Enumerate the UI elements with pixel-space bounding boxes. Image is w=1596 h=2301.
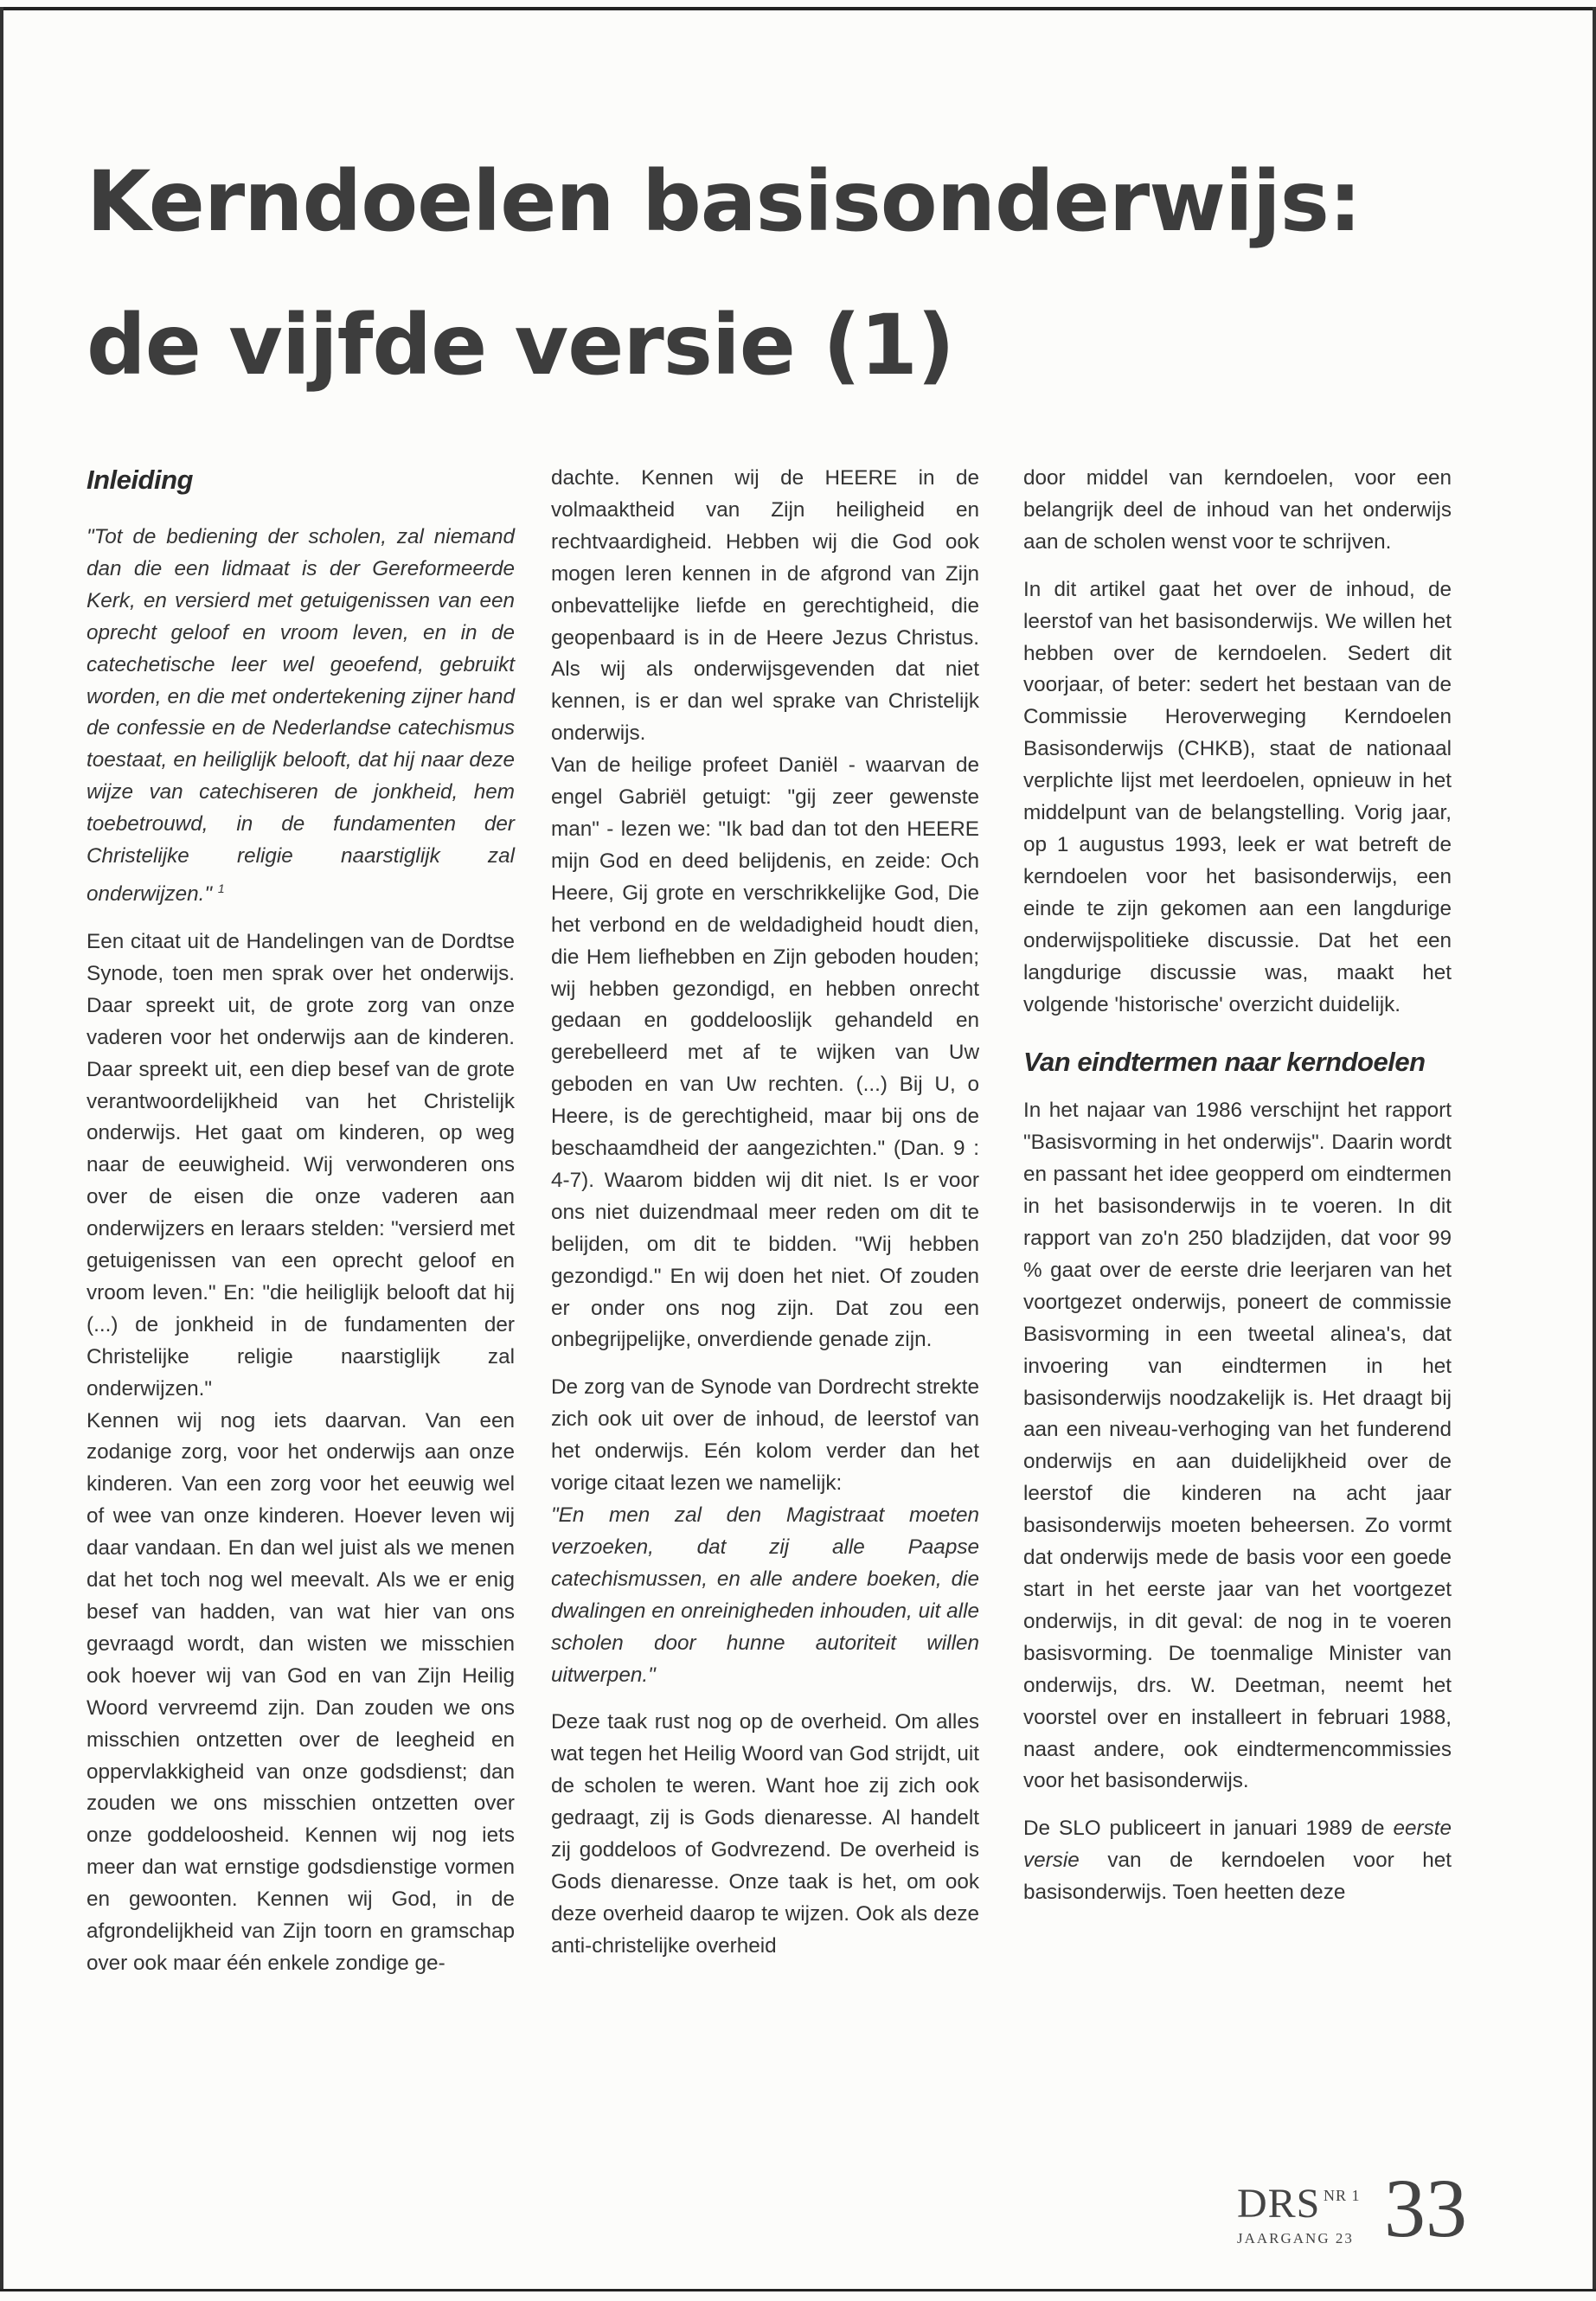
paragraph: door middel van kerndoelen, voor een belangrijk deel de inhoud van het onderwijs aan de scholen wenst voor te schrijven.	[1023, 466, 1452, 554]
paragraph: De zorg van de Synode van Dordrecht strekte zich ook uit over de inhoud, de leerstof van het onderwijs. Eén kolom verder dan het vorige citaat lezen we namelijk:	[551, 1375, 979, 1496]
column-1	[87, 463, 515, 1996]
column-2	[551, 463, 979, 1978]
title-line-1: Kerndoelen basisonderwijs:	[87, 153, 1362, 250]
section-heading-eindtermen: Van eindtermen naar kerndoelen	[1023, 1047, 1426, 1078]
page-footer	[1237, 2162, 1583, 2275]
paragraph: Kennen wij nog iets daarvan. Van een zodanige zorg, voor het onderwijs aan onze kinderen. Van een zorg voor het eeuwig wel of wee van onze kinderen. Hoever leven wij daar vandaan. En dan wel juist als we menen dat het toch nog wel meevalt. Als we er enig besef van hadden, van wat hier van ons gevraagd wordt, dan wisten we misschien ook hoever wij van God en van Zijn Heilig Woord vervreemd zijn. Dan zouden we ons misschien ontzetten over de leegheid en oppervlakkigheid van onze godsdienst; dan zouden we ons misschien ontzetten over onze goddeloosheid. Kennen wij nog iets meer dan wat ernstige godsdienstige vormen en gewoonten. Kennen wij God, in de afgrondelijkheid van Zijn toorn en gramschap over ook maar één enkele zondige ge-	[87, 1408, 515, 1975]
title-line-2: de vijfde versie (1)	[87, 297, 954, 394]
emphasis-eerste-versie: eerste versie	[1023, 1817, 1452, 1873]
paragraph: In dit artikel gaat het over de inhoud, de leerstof van het basisonderwijs. We willen het hebben over de kerndoelen. Sedert dit voorjaar, of beter: sedert het bestaan van de Commissie Heroverweging Kerndoelen Basisonderwijs (CHKB), staat de nationaal verplichte lijst met leerdoelen, opnieuw in het middelpunt van de belangstelling. Vorig jaar, op 1 augustus 1993, leek er wat betreft de kerndoelen voor het basisonderwijs, een einde te zijn gekomen aan een langdurige onderwijspolitieke discussie. Dat het een langdurige discussie was, maakt het volgende 'historische' overzicht duidelijk.	[1023, 577, 1452, 1016]
volume-label: JAARGANG 23	[1237, 2230, 1354, 2247]
page-border-right	[1593, 7, 1596, 2291]
footnote-marker: 1	[217, 881, 225, 895]
paragraph: In het najaar van 1986 verschijnt het rapport "Basisvorming in het onderwijs". Daarin wordt en passant het idee geopperd om eindtermen in het basisonderwijs in te voeren. In dit rapport van zo'n 250 bladzijden, dat voor 99 % gaat over de eerste drie leerjaren van het voortgezet onderwijs, poneert de commissie Basisvorming in een tweetal alinea's, dat invoering van eindtermen in het basisonderwijs noodzakelijk is. Het draagt bij aan een niveau-verhoging van het funderend onderwijs en aan duidelijkheid over de leerstof die kinderen na acht jaar basisonderwijs moeten beheersen. Zo vormt dat onderwijs mede de basis voor een goede start in het eerste jaar van het voortgezet onderwijs, in dit geval: de nog in te voeren basisvorming. De toenmalige Minister van onderwijs, drs. W. Deetman, neemt het voorstel over en installeert in februari 1988, naast andere, ook eindtermencommissies voor het basisonderwijs.	[1023, 1099, 1452, 1793]
issue-number: NR 1	[1324, 2187, 1361, 2204]
page-border-top	[0, 7, 1596, 10]
paragraph: Een citaat uit de Handelingen van de Dordtse Synode, toen men sprak over het onderwijs. Daar spreekt uit, de grote zorg van onze vaderen voor het onderwijs aan de kinderen. Daar spreekt uit, een diep besef van de grote verantwoordelijkheid van het Christelijk onderwijs. Het gaat om kinderen, op weg naar de eeuwigheid. Wij verwonderen ons over de eisen die onze vaderen aan onderwijzers en leraars stelden: "versierd met getuigenissen van een oprecht geloof en vroom leven." En: "die heiliglijk belooft dat hij (...) de jonkheid in de fundamenten der Christelijke religie naarstiglijk zal onderwijzen."	[87, 929, 515, 1400]
column-3	[1023, 463, 1452, 1925]
paragraph: De SLO publiceert in januari 1989 de eerste versie van de kerndoelen voor het basisonderwijs. Toen heetten deze	[1023, 1817, 1452, 1905]
synod-quote-1-text: "Tot de bediening der scholen, zal niemand dan die een lidmaat is der Gereformeerde Kerk, en versierd met getuigenissen van een oprecht geloof en vroom leven, en in de catechetische leer wel geoefend, gebruikt worden, en die met ondertekening zijner hand de confessie en de Nederlandse catechismus toestaat, en heiliglijk belooft, dat hij naar deze wijze van catechiseren de jonkheid, hem toebetrouwd, in de fundamenten der Christelijke religie naarstiglijk zal onderwijzen."	[87, 525, 515, 907]
paragraph: Deze taak rust nog op de overheid. Om alles wat tegen het Heilig Woord van God strijdt, uit de scholen te weren. Want hoe zij zich ook gedraagt, zij is Gods dienaresse. Al handelt zij goddeloos of Godvrezend. De overheid is Gods dienaresse. Onze taak is het, om ook deze overheid daarop te wijzen. Ook als deze anti-christelijke overheid	[551, 1710, 979, 1958]
page-number: 33	[1384, 2162, 1467, 2254]
page-border-bottom	[0, 2289, 1596, 2291]
section-heading-inleiding: Inleiding	[87, 465, 193, 495]
synod-quote-1	[87, 522, 515, 911]
paragraph: Van de heilige profeet Daniël - waarvan de engel Gabriël getuigt: "gij zeer gewenste man" - lezen we: "Ik bad dan tot den HEERE mijn God en deed belijdenis, en zeide: Och Heere, Gij grote en verschrikkelijke God, Die het verbond en de weldadigheid houdt dien, die Hem liefhebben en Zijn geboden houden; wij hebben gezondigd, en hebben onrecht gedaan en goddelooslijk gehandeld en gerebelleerd met af te wijken van Uw geboden en van Uw rechten. (...) Bij U, o Heere, is de gerechtigheid, maar bij ons de beschaamdheid der aangezichten." (Dan. 9 : 4-7). Waarom bidden wij dit niet. Is er voor ons niet duizendmaal meer reden om dit te belijden, om dit te bidden. "Wij hebben gezondigd." En wij doen het niet. Of zouden er onder ons nog zijn. Dat zou een onbegrijpelijke, onverdiende genade zijn.	[551, 753, 979, 1352]
article-title	[87, 130, 1522, 417]
magazine-name: DRS	[1237, 2181, 1321, 2227]
paragraph: dachte. Kennen wij de HEERE in de volmaaktheid van Zijn heiligheid en rechtvaardigheid. Hebben wij die God ook mogen leren kennen in de afgrond van Zijn onbevattelijke liefde en gerechtigheid, die geopenbaard is in de Heere Jezus Christus. Als wij als onderwijsgevenden dat niet kennen, is er dan wel sprake van Christelijk onderwijs.	[551, 466, 979, 746]
synod-quote-2: "En men zal den Magistraat moeten verzoeken, dat zij alle Paapse catechismussen, en alle andere boeken, die dwalingen en onreinigheden inhouden, uit alle scholen door hunne autoriteit willen uitwerpen."	[551, 1503, 979, 1687]
page-border-left	[0, 7, 3, 2291]
